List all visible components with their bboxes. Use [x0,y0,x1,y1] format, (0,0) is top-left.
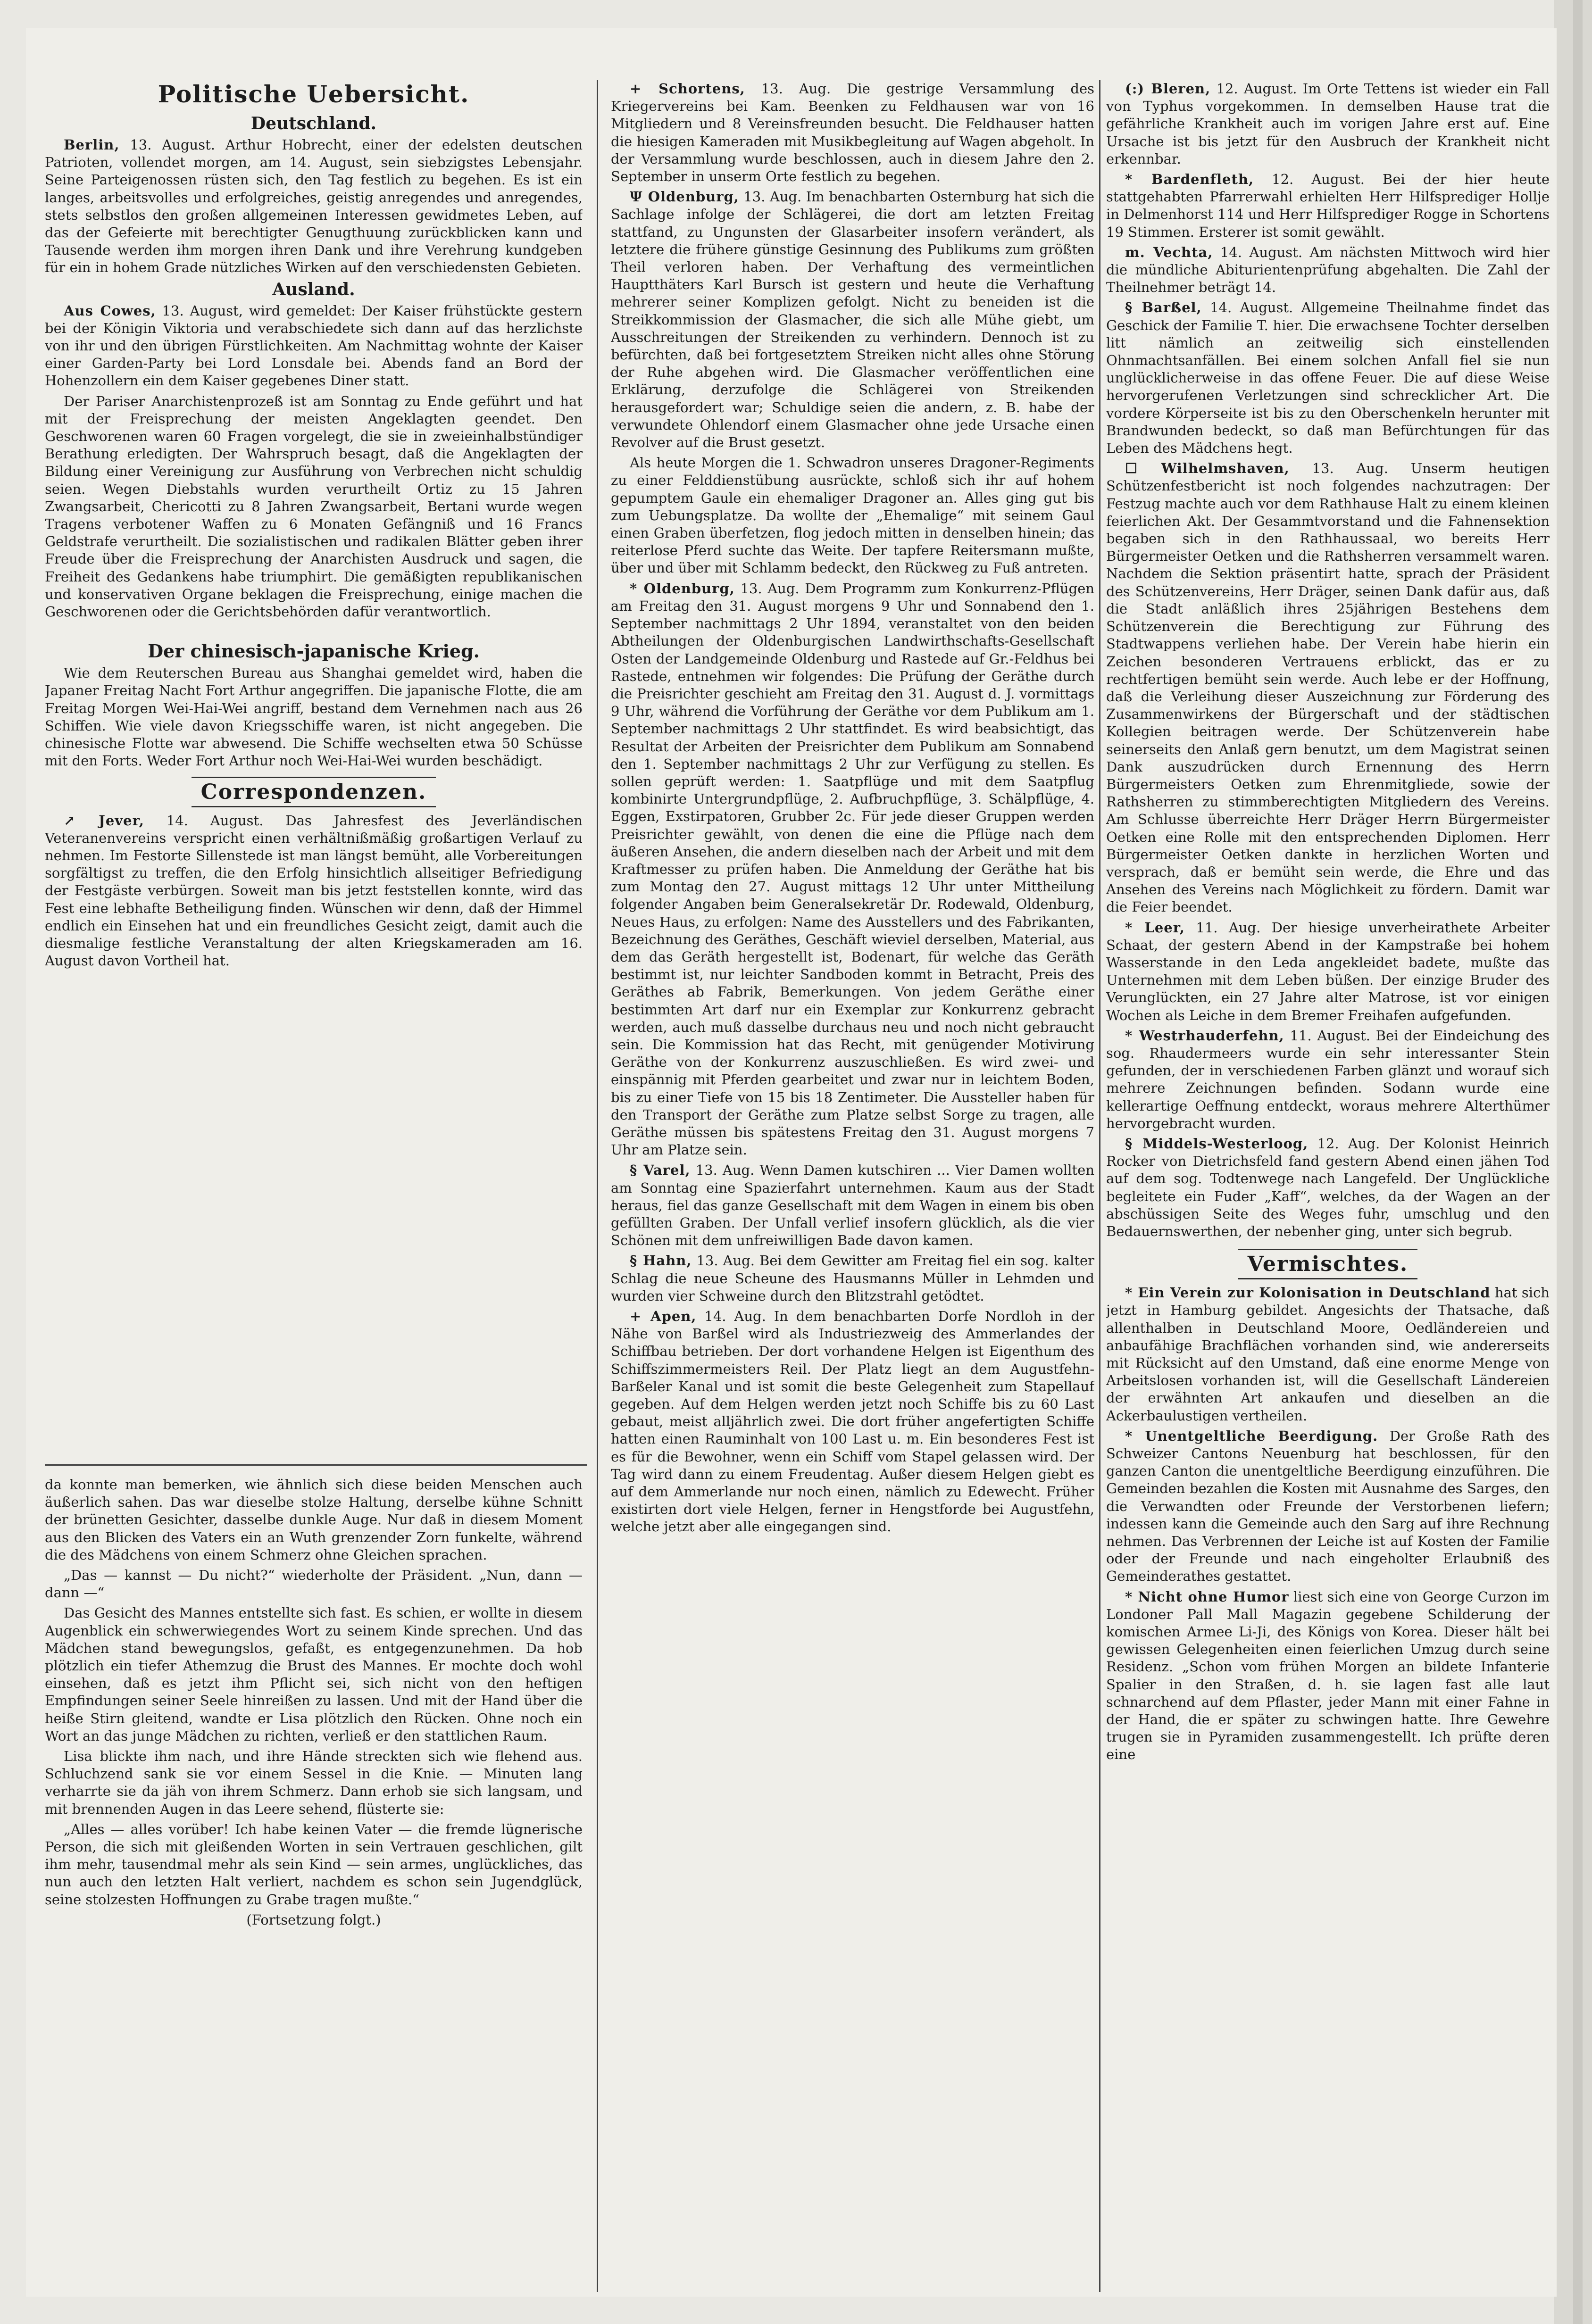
section-title-vermischtes: Vermischtes. [1238,1249,1418,1279]
article-schortens [611,80,1094,185]
dateline: * Bardenfleth, [1125,171,1254,188]
article-westrhauderfehn [1106,1027,1550,1132]
dateline: (:) Bleren, [1125,81,1211,97]
dateline: * Leer, [1125,919,1185,936]
column-rule [597,80,598,2292]
article-text: hat sich jetzt in Hamburg gebildet. Angesichts der Thatsache, daß allenthalben in Deutschland Moore, Oedländereien und anbaufähige Brachflächen vorhanden sind, wie andererseits mit Rücksicht auf den Umstand, daß eine enorme Menge von Arbeitslosen vorhanden ist, will die Gesellschaft Ländereien der erwähnten Art ankaufen und dieselben an die Ackerbaulustigen vertheilen. [1106,1285,1550,1424]
article-apen [611,1308,1094,1536]
section-title-krieg: Der chinesisch-japanische Krieg. [148,640,480,662]
article-text: 14. August. Allgemeine Theilnahme findet das Geschick der Familie T. hier. Die erwachsene Tochter derselben litt nämlich an zeitweilig sich einstellenden Ohnmachtsanfällen. Bei einem solchen Anfall fiel sie nun unglücklicherweise in das offene Feuer. Die auf diese Weise hervorgerufenen Verletzungen sind schrecklicher Art. Die vordere Körperseite ist bis zu den Oberschenkeln herunter mit Brandwunden bedeckt, so daß man Befürchtungen für das Leben des Mädchens hegt. [1106,299,1550,456]
feuilleton-paragraph: „Das — kannst — Du nicht?“ wiederholte der Präsident. „Nun, dann — dann —“ [45,1567,583,1601]
feuilleton-rule [45,1464,587,1466]
article-leer [1106,919,1550,1024]
article-kolonisation [1106,1284,1550,1425]
dateline: § Varel, [630,1162,691,1179]
article-text: 11. Aug. Der hiesige unverheirathete Arbeiter Schaat, der gestern Abend in der Kampstraße bei hohem Wasserstande in den Leda angekleidet badete, mußte das Unternehmen mit dem Leben büßen. Der einzige Bruder des Verunglückten, ein 27 Jahre alter Matrose, ist vor einigen Wochen als Leiche in dem Bremer Freihafen aufgefunden. [1106,919,1550,1023]
article-text: 14. August. Das Jahresfest des Jeverländischen Veteranenvereins verspricht einen verhältnißmäßig großartigen Verlauf zu nehmen. Im Festorte Sillenstede ist man längst bemüht, alle Vorbereitungen sorgfältigst zu treffen, die den Erfolg hinsichtlich allseitiger Befriedigung der Festgäste verbürgen. Soweit man bis jetzt feststellen konnte, wird das Fest eine lebhafte Betheiligung finden. Wünschen wir denn, daß der Himmel endlich ein Einsehen hat und ein freundliches Gesicht zeigt, damit auch die diesmalige festliche Veranstaltung der alten Kriegskameraden am 16. August davon Vortheil hat. [45,812,583,969]
column-2 [611,80,1094,2287]
article-wilhelmshaven [1106,460,1550,916]
article-text: 11. August. Bei der Eindeichung des sog. Rhaudermeers wurde ein sehr interessanter Stein gefunden, der in verschiedenen Farben glänzt und worauf sich mehrere Zeichnungen befinden. Sodann wurde eine kellerartige Oeffnung entdeckt, woraus mehrere Alterthümer hervorgebracht wurden. [1106,1027,1550,1131]
article-oldenburg-pfluegen [611,580,1094,1159]
dateline: * Unentgeltliche Beerdigung. [1125,1428,1378,1444]
article-vechta [1106,244,1550,297]
page-edge [1573,0,1583,2324]
article-text: 12. Aug. Der Kolonist Heinrich Rocker von Dietrichsfeld fand gestern Abend einen jähen Tod auf dem sog. Todtenwege nach Langefeld. Der Unglückliche begleitete ein Fuder „Kaff“, welches, da der Wagen an der abschüssigen Seite des Weges fuhr, umschlug und den Bedauernswerthen, der nebenher ging, unter sich begrub. [1106,1135,1550,1239]
feuilleton [45,1476,583,2287]
article-humor [1106,1588,1550,1764]
dateline: + Schortens, [630,81,745,97]
article-middels-westerloog [1106,1135,1550,1240]
article-text: 14. August. Am nächsten Mittwoch wird hier die mündliche Abiturientenprüfung abgehalten. Die Zahl der Theilnehmer beträgt 14. [1106,244,1550,296]
article-text: 12. August. Bei der hier heute stattgehabten Pfarrerwahl erhielten Herr Hilfsprediger Hollje in Delmenhorst 114 und Herr Hilfsprediger Rogge in Schortens 19 Stimmen. Ersterer ist somit gewählt. [1106,171,1550,240]
dateline: * Westrhauderfehn, [1125,1027,1284,1044]
article-paris: Der Pariser Anarchistenprozeß ist am Sonntag zu Ende geführt und hat mit der Freisprechung der meisten Angeklagten geendet. Den Geschworenen waren 60 Fragen vorgelegt, die sie in zweieinhalbstündiger Berathung erledigten. Der Wahrspruch besagt, daß die Angeklagten der Bildung einer Vereinigung zur Ausführung von Verbrechen nicht schuldig seien. Wegen Diebstahls wurden verurtheilt Ortiz zu 15 Jahren Zwangsarbeit, Chericotti zu 8 Jahren Zwangsarbeit, Bertani wurde wegen Tragens verbotener Waffen zu 6 Monaten Gefängniß und 16 Francs Geldstrafe verurtheilt. Die sozialistischen und radikalen Blätter geben ihrer Freude über die Freisprechung der Anarchisten Ausdruck und sagen, die Freiheit des Gedankens habe triumphirt. Die gemäßigten republikanischen und konservativen Organe beklagen die Freisprechung, einige machen die Geschworenen oder die Gerichtsbehörden dafür verantwortlich. [45,393,583,620]
article-text: 13. Aug. Dem Programm zum Konkurrenz-Pflügen am Freitag den 31. August morgens 9 Uhr und Sonnabend den 1. September nachmittags 2 Uhr 1894, veranstaltet von den beiden Abtheilungen der Oldenburgischen Landwirthschafts-Gesellschaft Osten der Landgemeinde Oldenburg und Rastede auf Gr.-Feldhus bei Rastede, entnehmen wir folgendes: Die Prüfung der Geräthe durch die Preisrichter geschieht am Freitag den 31. August d. J. vormittags 9 Uhr, während die Vorführung der Geräthe vor dem Publikum am 1. September nachmittags 2 Uhr stattfindet. Es wird beabsichtigt, das Resultat der Arbeiten der Preisrichter dem Publikum am Sonnabend den 1. September nachmittags 2 Uhr zur Verfügung zu stellen. Es sollen geprüft werden: 1. Saatpflüge und mit dem Saatpflug kombinirte Untergrundpflüge, 2. Aufbruchpflüge, 3. Schälpflüge, 4. Eggen, Exstirpatoren, Grubber 2c. Für jede dieser Gruppen werden Preisrichter gewählt, von denen die eine die Pflüge nach dem äußeren Ansehen, die andern dieselben nach der Arbeit und mit dem Kraftmesser zu prüfen haben. Die Anmeldung der Geräthe hat bis zum Montag den 27. August mittags 12 Uhr unter Mittheilung folgender Angaben beim Generalsekretär Dr. Rodewald, Oldenburg, Neues Haus, zu erfolgen: Name des Ausstellers und des Fabrikanten, Bezeichnung des Geräthes, Geschäft wieviel derselben, Material, aus dem das Geräth hergestellt ist, Bodenart, für welche das Geräth bestimmt ist, nur leichter Sandboden kommt in Betracht, Preis des Geräthes ab Fabrik, Bemerkungen. Von jedem Geräthe einer bestimmten Art darf nur ein Exemplar zur Konkurrenz gebracht werden, auch muß dasselbe durchaus neu und noch nicht gebraucht sein. Die Kommission hat das Recht, mit genügender Motivirung Geräthe von der Konkurrenz auszuschließen. Es wird zwei- und einspännig mit Pferden gearbeitet und zwar nur in leichtem Boden, bis zu einer Tiefe von 15 bis 18 Zentimeter. Die Aussteller haben für den Transport der Geräthe zum Platze selbst Sorge zu tragen, alle Geräthe müssen bis spätestens Freitag den 31. August morgens 7 Uhr am Platze sein. [611,580,1094,1158]
dateline: * Ein Verein zur Kolonisation in Deutschland [1125,1285,1491,1301]
article-oldenburg [611,188,1094,451]
article-beerdigung [1106,1428,1550,1585]
dateline: * Nicht ohne Humor [1125,1588,1289,1605]
dateline: m. Vechta, [1125,244,1213,260]
dateline: Ψ Oldenburg, [630,189,739,205]
article-text: 13. Aug. Unserm heutigen Schützenfestbericht ist noch folgendes nachzutragen: Der Festzug machte auch vor dem Rathhause Halt zu einem kleinen feierlichen Akt. Der Gesammtvorstand und die Fahnensektion begaben sich in den Rathhaussaal, wo bereits Herr Bürgermeister Oetken und die Rathsherren versammelt waren. Nachdem die Sektion präsentirt hatte, sprach der Präsident des Schützenvereins, Herr Dräger, seinen Dank dafür aus, daß die Stadt anläßlich ihres 25jährigen Bestehens dem Schützenverein die Berechtigung zur Führung des Stadtwappens verliehen habe. Der Verein habe hierin ein Zeichen besonderen Vertrauens erblickt, das er zu rechtfertigen bemüht sein werde. Auch lebe er der Hoffnung, daß die Verleihung dieser Auszeichnung zur Förderung des Zusammenwirkens der Bürgerschaft und der städtischen Kollegien beitragen werde. Der Schützenverein habe seinerseits den Anlaß gern benutzt, um dem Magistrat seinen Dank auszudrücken durch Ernennung des Herrn Bürgermeisters Oetken zum Ehrenmitgliede, sowie der Rathsherren zu stimmberechtigten Mitgliedern des Vereins. Am Schlusse überreichte Herr Dräger Herrn Bürgermeister Oetken eine Rolle mit den entsprechenden Diplomen. Herr Bürgermeister Oetken dankte in herzlichen Worten und versprach, daß er bemüht sein werde, die Ehre und das Ansehen des Vereins nach Möglichkeit zu fördern. Damit war die Feier beendet. [1106,460,1550,915]
fortsetzung-note: (Fortsetzung folgt.) [246,1911,381,1928]
article-hahn [611,1252,1094,1305]
subtitle-deutschland: Deutschland. [250,114,377,133]
dateline: + Apen, [630,1308,697,1325]
column-rule [1099,80,1100,2292]
article-bardenfleth [1106,171,1550,241]
vermischtes-header [1106,1249,1550,1279]
article-text: 13. Aug. Wenn Damen kutschiren ... Vier Damen wollten am Sonntag eine Spazierfahrt unternehmen. Kaum aus der Stadt heraus, fiel das ganze Gesellschaft mit dem Wagen in einem bis oben gefüllten Graben. Der Unfall verlief insofern glücklich, als die vier Schönen mit dem unfreiwilligen Bade davon kamen. [611,1162,1094,1249]
dateline: Berlin, [64,137,120,153]
section-title-correspondenzen: Correspondenzen. [192,777,436,807]
article-text: 13. Aug. Im benachbarten Osternburg hat sich die Sachlage infolge der Schlägerei, die dort am letzten Freitag stattfand, zu Ungunsten der Glasarbeiter insofern verändert, als letztere die frühere günstige Gesinnung des Publikums zum größten Theil verloren haben. Der Verhaftung des vermeintlichen Hauptthäters Karl Bursch ist gestern und heute die Verhaftung mehrerer seiner Komplizen gefolgt. Nicht zu beneiden ist die Streikkommission der Glasmacher, die sich alle Mühe giebt, um Ausschreitungen der Streikenden zu verhindern. Dennoch ist zu befürchten, daß bei fortgesetztem Streiken nicht alles ohne Störung der Ruhe abgehen wird. Die Glasmacher veröffentlichen eine Erklärung, derzufolge die Schlägerei von Streikenden herausgefordert war; Schuldige seien die andern, z. B. habe der verwundete Ohlendorf einem Glasmacher ohne jede Ursache einen Revolver auf die Brust gesetzt. [611,189,1094,451]
column-3 [1106,80,1550,2287]
correspondenzen-header [45,777,583,807]
section-title-politische-uebersicht: Politische Uebersicht. [158,80,470,108]
article-schwadron: Als heute Morgen die 1. Schwadron unseres Dragoner-Regiments zu einer Felddienstübung ausrückte, schloß sich ihr auf hohem gepumptem Gaule ein ehemaliger Dragoner an. Alles ging gut bis zum Uebungsplatze. Da wollte der „Ehemalige“ mit seinem Gaul einen Graben überfetzen, flog jedoch mitten in denselben hinein; das reiterlose Pferd suchte das Weite. Der tapfere Reitersmann mußte, über und über mit Schlamm bedeckt, den Rückweg zu Fuß antreten. [611,455,1094,576]
dateline: ☐ Wilhelmshaven, [1125,460,1290,477]
article-text: liest sich eine von George Curzon im Londoner Pall Mall Magazin gegebene Schilderung der komischen Armee Li-Ji, des Königs von Korea. Dieser hält bei gewissen Gelegenheiten einen feierlichen Umzug durch seine Residenz. „Schon vom frühen Morgen an bildete Infanterie Spalier in den Straßen, d. h. sie lagen fast alle laut schnarchend auf dem Pflaster, jeder Mann mit einer Fahne in der Hand, die er später zu schwingen hatte. Ihre Gewehre trugen sie in Pyramiden zusammengestellt. Ich prüfte deren eine [1106,1588,1550,1763]
dateline: § Barßel, [1125,299,1202,316]
dateline: * Oldenburg, [630,580,735,597]
article-text: 14. Aug. In dem benachbarten Dorfe Nordloh in der Nähe von Barßel wird als Industriezweig des Ammerlandes der Schiffbau betrieben. Der dort vorhandene Helgen ist Eigenthum des Schiffszimmermeisters Reil. Der Platz liegt an dem Augustfehn-Barßeler Kanal und ist somit die beste Gelegenheit zum Stapellauf gegeben. Auf dem Helgen werden jetzt noch Schiffe bis zu 60 Last gebaut, meist alljährlich zwei. Die dort früher angefertigten Schiffe hatten einen Rauminhalt von 100 Last u. m. Ein besonderes Fest ist es für die Bewohner, wenn ein Schiff vom Stapel gelassen wird. Der Tag wird dann zu einem Freudentag. Außer diesem Helgen giebt es auf dem Ammerlande nur noch einen, nämlich zu Edewecht. Früher existirten dort viele Helgen, ferner in Hengstforde bei Augustfehn, welche jetzt aber alle eingegangen sind. [611,1308,1094,1535]
article-text: 13. Aug. Bei dem Gewitter am Freitag fiel ein sog. kalter Schlag die neue Scheune des Hausmanns Müller in Lehmden und wurden vier Schweine durch den Blitzstrahl getödtet. [611,1253,1094,1304]
dateline: § Hahn, [630,1253,692,1269]
article-text: 13. Aug. Die gestrige Versammlung des Kriegervereins bei Kam. Beenken zu Feldhausen war von 16 Mitgliedern und 8 Vereinsfreunden besucht. Die Feldhauser hatten die hiesigen Kameraden mit Musikbegleitung auf Wagen abgeholt. In der Versammlung wurde beschlossen, auch in diesem Jahre den 2. September in unserm Orte festlich zu begehen. [611,81,1094,185]
dateline: ↗ Jever, [64,812,144,829]
article-krieg: Wie dem Reuterschen Bureau aus Shanghai gemeldet wird, haben die Japaner Freitag Nacht Fort Arthur angegriffen. Die japanische Flotte, die am Freitag Morgen Wei-Hai-Wei angriff, bestand dem Vernehmen nach aus 26 Schiffen. Wie viele davon Kriegsschiffe waren, ist nicht angegeben. Die chinesische Flotte war abwesend. Die Schiffe wechselten etwa 50 Schüsse mit den Forts. Weder Fort Arthur noch Wei-Hai-Wei wurden beschädigt. [45,665,583,769]
feuilleton-paragraph: Lisa blickte ihm nach, und ihre Hände streckten sich wie flehend aus. Schluchzend sank sie vor einem Sessel in die Knie. — Minuten lang verharrte sie da jäh von ihrem Schmerz. Dann erhob sie sich langsam, und mit brennenden Augen in das Leere sehend, flüsterte sie: [45,1748,583,1817]
subtitle-ausland: Ausland. [272,279,355,299]
feuilleton-paragraph: „Alles — alles vorüber! Ich habe keinen Vater — die fremde lügnerische Person, die sich mit gleißenden Worten in sein Vertrauen geschlichen, gilt ihm mehr, tausendmal mehr als sein Kind — sein armes, unglückliches, das nun auch den letzten Halt verliert, nachdem es schon sein Jugendglück, seine stolzesten Hoffnungen zu Grabe tragen mußte.“ [45,1821,583,1908]
article-text: 13. August, wird gemeldet: Der Kaiser frühstückte gestern bei der Königin Viktoria und verabschiedete sich dann auf das herzlichste von ihr und den übrigen Fürstlichkeiten. Am Nachmittag wohnte der Kaiser einer Garden-Party bei Lord Lonsdale bei. Abends fand an Bord der Hohenzollern ein dem Kaiser gegebenes Diner statt. [45,302,583,389]
article-jever [45,812,583,970]
article-barssel [1106,299,1550,457]
article-text: 12. August. Im Orte Tettens ist wieder ein Fall von Typhus vorgekommen. In demselben Hause trat die gefährliche Krankheit auch im vorigen Jahre erst auf. Eine Ursache ist bis jetzt für den Ausbruch der Krankheit nicht erkennbar. [1106,81,1550,167]
article-bleren [1106,80,1550,168]
article-text: Der Große Rath des Schweizer Cantons Neuenburg hat beschlossen, für den ganzen Canton die unentgeltliche Beerdigung einzuführen. Die Gemeinden bezahlen die Kosten mit Ausnahme des Sarges, den die Verwandten oder Freunde der Verstorbenen liefern; indessen kann die Gemeinde auch den Sarg auf ihre Rechnung nehmen. Das Verbrennen der Leiche ist auf Kosten der Familie oder der Freunde und nach eingeholter Erlaubniß des Gemeinderathes gestattet. [1106,1428,1550,1585]
article-text: 13. August. Arthur Hobrecht, einer der edelsten deutschen Patrioten, vollendet morgen, am 14. August, sein siebzigstes Lebensjahr. Seine Parteigenossen rüsten sich, den Tag festlich zu begehen. Es ist ein langes, arbeitsvolles und erfolgreiches, geistig anregendes und anregendes, stets selbstlos den großen allgemeinen Interessen gewidmetes Leben, auf das der Gefeierte mit berechtigter Genugthuung zurückblicken kann und Tausende werden ihm morgen ihren Dank und ihre Verehrung kundgeben für ein in hohem Grade nützliches Wirken auf den verschiedensten Gebieten. [45,137,583,276]
article-varel [611,1162,1094,1249]
article-cowes [45,302,583,390]
dateline: § Middels-Westerloog, [1125,1135,1309,1152]
feuilleton-paragraph: da konnte man bemerken, wie ähnlich sich diese beiden Menschen auch äußerlich sahen. Das war dieselbe stolze Haltung, derselbe kühne Schnitt der brünetten Gesichter, dasselbe dunkle Auge. Nur daß in diesem Moment aus den Blicken des Vaters ein an Wuth grenzender Zorn funkelte, während die des Mädchens von einem Schmerz ohne Gleichen sprachen. [45,1477,583,1563]
article-berlin [45,136,583,277]
feuilleton-paragraph: Das Gesicht des Mannes entstellte sich fast. Es schien, er wollte in diesem Augenblick ein schwerwiegendes Wort zu seinem Kinde sprechen. Und das Mädchen stand bewegungslos, gefaßt, es entgegenzunehmen. Da hob plötzlich ein tiefer Athemzug die Brust des Mannes. Er mochte doch wohl einsehen, daß es jetzt ihm Pflicht sei, sich nicht von den heftigen Empfindungen seiner Seele hinreißen zu lassen. Und mit der Hand über die heiße Stirn gleitend, wandte er Lisa plötzlich den Rücken. Ohne noch ein Wort an das junge Mädchen zu richten, verließ er den stattlichen Raum. [45,1605,583,1744]
dateline: Aus Cowes, [64,302,156,319]
column-1 [45,80,583,1448]
